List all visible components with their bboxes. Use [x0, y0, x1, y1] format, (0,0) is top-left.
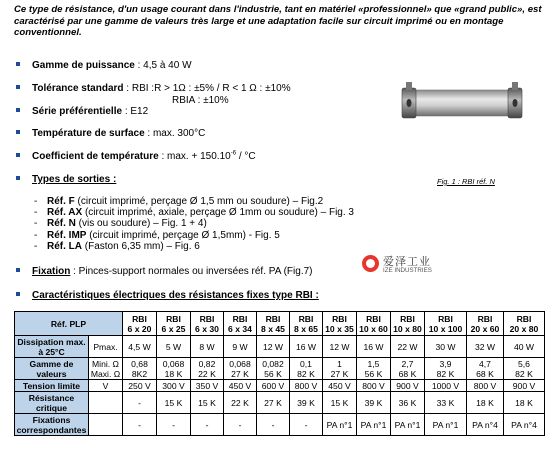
table-cell: 800 V	[290, 380, 323, 392]
cell-text: Maxi. Ω	[90, 368, 121, 379]
table-cell	[357, 358, 391, 380]
cell-text: Mini. Ω	[92, 358, 119, 369]
table-cell: 300 V	[157, 380, 191, 392]
table-cell: 800 V	[467, 380, 504, 392]
spec-temp-coef-value: : max. + 150.10	[161, 151, 231, 162]
table-cell: 800 V	[357, 380, 391, 392]
outputs-list	[34, 196, 354, 252]
cell-text: 0,068	[229, 358, 251, 369]
cell-text: RBI	[438, 313, 453, 324]
logo-text-cn: 爱泽工业	[383, 256, 431, 268]
cell-text: -	[34, 207, 38, 219]
table-cell: 32 W	[467, 336, 504, 358]
table-cell: PA n°1	[323, 414, 357, 436]
watermark-logo	[362, 253, 482, 281]
table-cell	[290, 358, 323, 380]
table-cell: 450 V	[224, 380, 257, 392]
table-cell: 12 W	[323, 336, 357, 358]
cell-text: RBI	[265, 313, 281, 324]
table-cell: -	[123, 414, 157, 436]
bullet-icon	[16, 176, 20, 180]
cell-text: 8 x 45	[261, 323, 285, 334]
spec-series-label: Série préférentielle	[32, 106, 123, 117]
table-cell: 600 V	[257, 380, 290, 392]
table-cell: PA n°4	[504, 414, 545, 436]
fixation-line	[16, 266, 312, 278]
cell-text: 22 K	[198, 368, 216, 379]
table-cell: 16 W	[290, 336, 323, 358]
table-cell: -	[290, 414, 323, 436]
cell-text: 68 K	[398, 368, 417, 379]
cell-text: RBI	[166, 313, 181, 324]
cell-text: 56 K	[364, 368, 383, 379]
cell-text: Réf. N	[47, 218, 76, 230]
table-cell: 15 K	[191, 392, 224, 414]
row-unit: V	[89, 380, 123, 392]
cell-text: -	[34, 240, 38, 252]
table-header-cell	[191, 312, 224, 336]
cell-text: RBI	[199, 313, 215, 324]
table-row	[15, 336, 545, 358]
list-item	[34, 218, 354, 229]
spec-temp-coef-unit: / °C	[236, 151, 256, 162]
table-cell: 4,5 W	[123, 336, 157, 358]
table-header-cell	[357, 312, 391, 336]
cell-text: 18 K	[164, 368, 183, 379]
table-header-ref: Réf. PLP	[15, 312, 123, 336]
table-cell: 250 V	[123, 380, 157, 392]
cell-text: RBI	[366, 313, 381, 324]
cell-text: 10 x 80	[393, 323, 422, 334]
table-title: Caractéristiques électriques des résistances fixes type RBI :	[32, 290, 319, 301]
table-cell: 22 W	[391, 336, 425, 358]
table-heading	[16, 290, 319, 302]
cell-text: 6 x 34	[228, 323, 252, 334]
cell-text: 2,7	[401, 358, 414, 369]
row-label-voltage: Tension limite	[15, 380, 89, 392]
logo-icon	[362, 255, 379, 272]
outputs-heading	[16, 174, 116, 186]
table-cell: -	[257, 414, 290, 436]
outputs-title: Types de sorties :	[32, 174, 117, 185]
cell-text: Réf. LA	[47, 240, 82, 252]
bullet-icon	[16, 85, 20, 89]
table-cell: 350 V	[191, 380, 224, 392]
list-item	[34, 196, 354, 207]
table-header-row	[15, 312, 545, 336]
table-cell: -	[157, 414, 191, 436]
table-cell: PA n°1	[425, 414, 467, 436]
cell-text: 68 K	[476, 368, 494, 379]
table-cell: PA n°1	[357, 414, 391, 436]
table-header-cell	[123, 312, 157, 336]
table-cell: 15 K	[157, 392, 191, 414]
row-label-critical: Résistance critique	[15, 392, 89, 414]
table-cell: 12 W	[257, 336, 290, 358]
spec-temp-coef-exponent: -6	[230, 150, 237, 157]
cell-text: 1,5	[367, 358, 380, 369]
table-cell: -	[123, 392, 157, 414]
cell-text: 0,1	[300, 358, 312, 369]
table-cell	[391, 358, 425, 380]
cell-text: 10 x 100	[428, 323, 463, 334]
spec-tolerance-value: : RBI :R > 1Ω : ±5% / R < 1 Ω : ±10%	[126, 83, 291, 94]
table-row	[15, 414, 545, 436]
spec-surface-temp-value: : max. 300°C	[147, 128, 206, 139]
cell-text: 8 x 65	[294, 323, 318, 334]
table-cell	[257, 358, 290, 380]
table-cell: 33 K	[425, 392, 467, 414]
row-unit	[89, 414, 123, 436]
table-cell: 30 W	[425, 336, 467, 358]
spec-temp-coef-label: Coefficient de température	[32, 151, 159, 162]
spec-power-label: Gamme de puissance	[32, 60, 135, 71]
spec-power-value: : 4,5 à 40 W	[137, 60, 192, 71]
table-cell: 5 W	[157, 336, 191, 358]
cell-text: 0,68	[131, 358, 148, 369]
table-cell	[157, 358, 191, 380]
cell-text: RBI	[298, 313, 314, 324]
table-cell: -	[224, 414, 257, 436]
table-cell: 36 K	[391, 392, 425, 414]
cell-text: 10 x 60	[359, 323, 388, 334]
cell-text: (circuit imprimé, axiale, perçage Ø 1mm ou soudure) – Fig. 3	[82, 207, 354, 219]
cell-text: 56 K	[264, 368, 282, 379]
cell-text: Réf. IMP	[47, 229, 87, 241]
table-cell	[425, 358, 467, 380]
resistor-figure	[398, 82, 526, 124]
table-cell: 18 K	[467, 392, 504, 414]
cell-text: 10 x 35	[325, 323, 354, 334]
intro-paragraph: Ce type de résistance, d'un usage courant dans l'industrie, tant en matériel «professionnel» que «grand public», est caractérisé par une gamme de valeurs très large et une adaptation facile sur circuit imprimé ou en montage conventionnel.	[14, 4, 542, 38]
cell-text: RBI	[132, 313, 147, 324]
table-header-cell	[157, 312, 191, 336]
cell-text: 82 K	[436, 368, 455, 379]
spec-surface-temp-label: Température de surface	[32, 128, 145, 139]
cell-text: RBI	[477, 313, 493, 324]
cell-text: (Faston 6,35 mm) – Fig. 6	[82, 240, 200, 252]
spec-series	[16, 106, 148, 118]
cell-text: RBI	[232, 313, 248, 324]
list-item	[34, 241, 354, 252]
table-header-cell	[290, 312, 323, 336]
cell-text: 20 x 80	[509, 323, 539, 334]
table-cell: 1000 V	[425, 380, 467, 392]
cell-text: 6 x 30	[195, 323, 219, 334]
list-item	[34, 230, 354, 241]
cell-text: Réf. F	[47, 196, 75, 207]
spec-tolerance	[16, 83, 291, 95]
table-cell: 900 V	[391, 380, 425, 392]
table-header-cell	[224, 312, 257, 336]
row-unit	[89, 358, 123, 380]
table-header-cell	[257, 312, 290, 336]
table-row	[15, 380, 545, 392]
spec-power	[16, 60, 192, 72]
cell-text: 8K2	[131, 368, 148, 379]
cell-text: RBI	[400, 313, 415, 324]
cell-text: -	[34, 229, 38, 241]
cell-text: 82 K	[297, 368, 315, 379]
cell-text: 5,6	[518, 358, 530, 369]
table-header-cell	[467, 312, 504, 336]
table-cell	[123, 358, 157, 380]
cell-text: (vis ou soudure) – Fig. 1 + 4)	[75, 218, 207, 230]
cell-text: -	[34, 196, 38, 207]
logo-text-en: IZE INDUSTRIES	[383, 267, 432, 274]
table-cell: 27 K	[257, 392, 290, 414]
list-item	[34, 207, 354, 218]
table-cell: PA n°4	[467, 414, 504, 436]
table-row	[15, 392, 545, 414]
table-cell	[224, 358, 257, 380]
table-cell: -	[191, 414, 224, 436]
table-cell: 22 K	[224, 392, 257, 414]
cell-text: 6 x 25	[161, 323, 186, 334]
row-unit	[89, 392, 123, 414]
cell-text: 20 x 60	[470, 323, 500, 334]
table-cell: 39 K	[357, 392, 391, 414]
table-cell: 15 K	[323, 392, 357, 414]
spec-tolerance-value-2: RBIA : ±10%	[172, 95, 229, 106]
bullet-icon	[16, 62, 20, 66]
characteristics-table	[14, 311, 545, 436]
table-cell: 9 W	[224, 336, 257, 358]
table-cell: 16 W	[357, 336, 391, 358]
spec-series-value: : E12	[124, 106, 149, 117]
cell-text: RBI	[332, 313, 347, 324]
cell-text: 3,9	[439, 358, 452, 369]
table-cell: 40 W	[504, 336, 545, 358]
figure-caption: Fig. 1 : RBI réf. N	[437, 177, 495, 186]
table-header-cell	[391, 312, 425, 336]
bullet-icon	[16, 108, 20, 112]
table-header-cell	[504, 312, 545, 336]
table-row	[15, 358, 545, 380]
bullet-icon	[16, 130, 20, 134]
table-cell	[323, 358, 357, 380]
table-cell	[504, 358, 545, 380]
cell-text: RBI	[516, 313, 532, 324]
row-label-range: Gamme de valeurs	[15, 358, 89, 380]
cell-text: Réf. AX	[47, 207, 83, 219]
table-cell: 450 V	[323, 380, 357, 392]
table-cell: 8 W	[191, 336, 224, 358]
cell-text: 0,082	[262, 358, 284, 369]
table-header-cell	[323, 312, 357, 336]
spec-temp-coef	[16, 151, 256, 163]
cell-text: 0,068	[162, 358, 185, 369]
row-label-dissipation: Dissipation max. à 25°C	[15, 336, 89, 358]
bullet-icon	[16, 268, 20, 272]
cell-text: 27 K	[231, 368, 249, 379]
table-cell	[191, 358, 224, 380]
table-cell: 39 K	[290, 392, 323, 414]
table-cell: PA n°1	[391, 414, 425, 436]
cell-text: 27 K	[330, 368, 349, 379]
cell-text: -	[34, 218, 38, 230]
cell-text: 4,7	[479, 358, 491, 369]
table-cell: 18 K	[504, 392, 545, 414]
table-header-cell	[425, 312, 467, 336]
cell-text: 6 x 20	[127, 323, 152, 334]
cell-text: (circuit imprimé, perçage Ø 1,5 mm ou soudure) – Fig.2	[74, 196, 324, 207]
spec-surface-temp	[16, 128, 205, 140]
cell-text: 82 K	[515, 368, 533, 379]
row-unit: Pmax.	[89, 336, 123, 358]
bullet-icon	[16, 292, 20, 296]
fixation-value: : Pinces-support normales ou inversées réf. PA (Fig.7)	[70, 266, 313, 277]
fixation-label: Fixation	[32, 266, 71, 277]
cell-text: 0,82	[198, 358, 216, 369]
table-cell	[467, 358, 504, 380]
cell-text: (circuit imprimé, perçage Ø 1,5mm) - Fig. 5	[86, 229, 280, 241]
cell-text: 1	[337, 358, 342, 369]
row-label-fixings: Fixations correspondantes	[15, 414, 89, 436]
bullet-icon	[16, 153, 20, 157]
spec-tolerance-label: Tolérance standard	[32, 83, 124, 94]
table-cell: 900 V	[504, 380, 545, 392]
